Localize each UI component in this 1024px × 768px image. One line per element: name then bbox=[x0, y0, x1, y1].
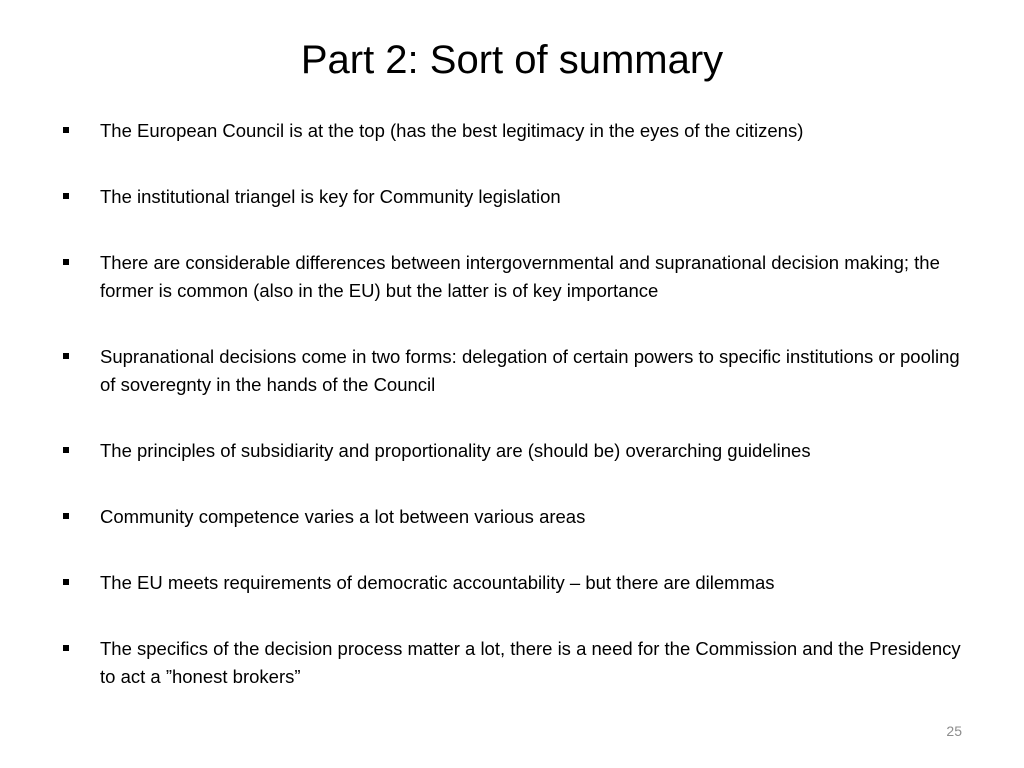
bullet-text: The European Council is at the top (has the best legitimacy in the eyes of the citizens) bbox=[100, 120, 804, 141]
bullet-item bbox=[60, 635, 970, 691]
bullet-item bbox=[60, 569, 970, 597]
square-bullet-icon bbox=[63, 127, 69, 133]
bullet-item bbox=[60, 503, 970, 531]
square-bullet-icon bbox=[63, 645, 69, 651]
bullet-text: Supranational decisions come in two forms: delegation of certain powers to specific institutions or pooling of soveregnty in the hands of the Council bbox=[100, 346, 960, 395]
square-bullet-icon bbox=[63, 353, 69, 359]
bullet-item bbox=[60, 343, 970, 399]
square-bullet-icon bbox=[63, 579, 69, 585]
page-number: 25 bbox=[946, 723, 962, 739]
square-bullet-icon bbox=[63, 447, 69, 453]
square-bullet-icon bbox=[63, 193, 69, 199]
square-bullet-icon bbox=[63, 259, 69, 265]
square-bullet-icon bbox=[63, 513, 69, 519]
bullet-item bbox=[60, 183, 970, 211]
bullet-item bbox=[60, 249, 970, 305]
slide-title: Part 2: Sort of summary bbox=[300, 38, 724, 82]
bullet-text: The specifics of the decision process matter a lot, there is a need for the Commission and the Presidency to act a ”honest brokers” bbox=[100, 638, 961, 687]
bullet-text: The institutional triangel is key for Community legislation bbox=[100, 186, 561, 207]
bullet-item bbox=[60, 437, 970, 465]
bullet-text: There are considerable differences between intergovernmental and supranational decision making; the former is common (also in the EU) but the latter is of key importance bbox=[100, 252, 940, 301]
bullet-item bbox=[60, 117, 970, 145]
bullet-list bbox=[60, 117, 970, 729]
bullet-text: The EU meets requirements of democratic accountability – but there are dilemmas bbox=[100, 572, 775, 593]
bullet-text: The principles of subsidiarity and proportionality are (should be) overarching guidelines bbox=[100, 440, 811, 461]
bullet-text: Community competence varies a lot between various areas bbox=[100, 506, 586, 527]
